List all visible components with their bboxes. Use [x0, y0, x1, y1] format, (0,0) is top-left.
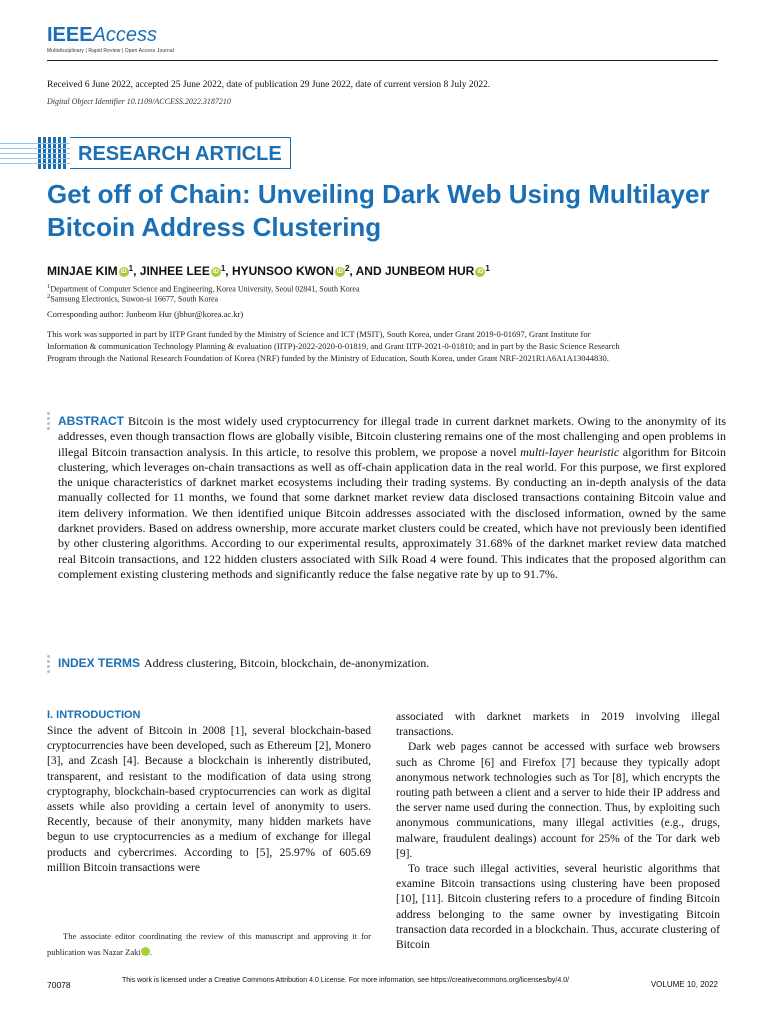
journal-logo: [47, 24, 174, 54]
doi-line: Digital Object Identifier 10.1109/ACCESS.2022.3187210: [47, 97, 231, 106]
abstract-text-italic: multi-layer heuristic: [520, 444, 620, 459]
orcid-icon[interactable]: iD: [477, 269, 484, 275]
abstract-heading: ABSTRACT: [58, 414, 124, 428]
paragraph: To trace such illegal activities, several heuristic algorithms that examine Bitcoin transactions using clustering have been proposed [10], [11]. Bitcoin clustering refers to a procedure of finding Bitcoin address belonging to the same owner by investigating Bitcoin transaction data recorded in a blockchain. Thus, accurate clustering of Bitcoin: [396, 863, 720, 952]
author-affiliation-mark: 1: [485, 264, 490, 273]
author-name: MINJAE KIM: [47, 264, 118, 278]
author-separator: , AND: [349, 264, 385, 278]
abstract-text: Bitcoin is the most widely used cryptocurrency for illegal trade in current darknet markets. Owing to the anonymity of its addresses, even though transaction flows are globally visible, Bitcoin clustering remains one of the most challenging and open problems in illegal Bitcoin transaction analysis. In this article, to resolve this problem, we propose a novel: [58, 414, 726, 459]
journal-tagline: Multidisciplinary | Rapid Review | Open Access Journal: [47, 48, 174, 54]
journal-name-italic: Access: [92, 24, 158, 46]
author-affiliation-mark: 1: [128, 264, 134, 273]
author-name: JINHEE LEE: [139, 264, 210, 278]
author-list: [47, 264, 490, 278]
author-name: JUNBEOM HUR: [384, 264, 475, 278]
affiliation-line: $^1$Department of Computer Science and Engineering, Korea University, Seoul 02841, South Korea: [47, 283, 360, 294]
article-type-label: RESEARCH ARTICLE: [70, 137, 291, 169]
received-dates: Received 6 June 2022, accepted 25 June 2022, date of publication 29 June 2022, date of current version 8 July 2022.: [47, 80, 491, 90]
abstract-block: [58, 414, 726, 582]
orcid-icon[interactable]: iD: [141, 947, 150, 956]
index-terms-marker-icon: [47, 655, 51, 675]
section-heading: I. INTRODUCTION: [47, 709, 141, 721]
abstract-marker-icon: [47, 412, 51, 432]
footnote-text: The associate editor coordinating the review of this manuscript and approving it for publication was Nazar Zaki: [47, 931, 371, 957]
intro-right-column: [396, 710, 720, 953]
author-affiliation-mark: 2: [344, 264, 350, 273]
paragraph: Dark web pages cannot be accessed with surface web browsers such as Chrome [6] and Firefox [7] because they typically adopt anonymous network technologies such as Tor [8], which encrypts the routing path between a client and a server to hide their IP address and the server name used during the connection. Thus, by exploiting such anonymous communications, many illegal activities (e.g., drugs, malware, fraudulent dealings) account for 25% of the Tor dark web [9].: [396, 741, 720, 860]
orcid-icon[interactable]: iD: [212, 269, 219, 275]
author-name: HYUNSOO KWON: [231, 264, 334, 278]
license-notice[interactable]: This work is licensed under a Creative Commons Attribution 4.0 License. For more information, see https://creativecommons.org/licenses/by/4.0/: [122, 977, 570, 984]
volume-info: VOLUME 10, 2022: [650, 980, 718, 989]
author-affiliation-mark: 1: [220, 264, 226, 273]
editor-footnote: The associate editor coordinating the review of this manuscript and approving it for publication was Nazar Zaki iD.: [47, 931, 371, 957]
funding-statement: This work was supported in part by IITP Grant funded by the Ministry of Science and ICT (MSIT), South Korea, under Grant 2019-0-01697, Grant Institute for Information & communication Technology Planning & evaluation (IITP)-2022-2020-0-01819, and Grant IITP-2021-0-01810; and in part by the Basic Science Research Program through the National Research Foundation of Korea (NRF) funded by the Ministry of Education, South Korea, under Grant NRF-2021R1A6A1A13044830.: [47, 329, 620, 363]
index-terms-heading: INDEX TERMS: [58, 656, 141, 670]
paragraph: associated with darknet markets in 2019 involving illegal transactions.: [396, 711, 720, 739]
affiliation-line: $^2$Samsung Electronics, Suwon-si 16677, South Korea: [47, 293, 219, 304]
intro-left-column: Since the advent of Bitcoin in 2008 [1], several blockchain-based cryptocurrencies have been developed, such as Ethereum [2], Monero [3], and Zcash [4]. Because a blockchain is inherently distributed, transparent, and resistant to the modification of data using strong cryptography, blockchain-based cryptocurrencies can work as digital assets while also providing a certain level of anonymity to users. Recently, because of their anonymity, many hidden markets have begun to use cryptocurrencies as a medium of exchange for illegal products and cybercrimes. According to [5], 25.97% of 605.69 million Bitcoin transactions were: [47, 725, 371, 874]
paper-title: Get off of Chain: Unveiling Dark Web Using Multilayer Bitcoin Address Clustering: [47, 179, 710, 242]
header-divider: [47, 60, 718, 61]
page-number: 70078: [47, 980, 71, 990]
journal-name-bold: IEEE: [47, 24, 93, 46]
author-separator: ,: [225, 264, 232, 278]
corresponding-author: Corresponding author: Junbeom Hur (jbhur@korea.ac.kr): [47, 309, 244, 319]
author-separator: ,: [133, 264, 140, 278]
index-terms-text: Address clustering, Bitcoin, blockchain, de-anonymization.: [144, 656, 430, 670]
article-type-stripes: [0, 137, 70, 169]
abstract-text: algorithm for Bitcoin clustering, which leverages on-chain transactions as well as off-chain application data in the real world. For this purpose, we first explored the unique characteristics of darknet market ecosystems including their trading systems. By conducting an in-depth analysis of the data manually collected for 11 months, we found that some darknet market review data disclosed transactions containing Bitcoin value and item delivery information. We then identified unique Bitcoin addresses associated with the disclosed information, owned by the same darknet providers. Based on address ownership, more accurate market clusters could be created, which have not previously been identified by other clustering algorithms. According to our experimental results, approximately 31.68% of the darknet market review data matched real Bitcoin transactions, and 122 hidden clusters associated with Silk Road 4 were found. This indicates that the proposed algorithm can complement existing clustering methods and significantly reduce the false negative rate by up to 91.7%.: [58, 444, 726, 581]
index-terms-block: [58, 656, 726, 671]
orcid-icon[interactable]: iD: [336, 269, 343, 275]
orcid-icon[interactable]: iD: [120, 269, 127, 275]
